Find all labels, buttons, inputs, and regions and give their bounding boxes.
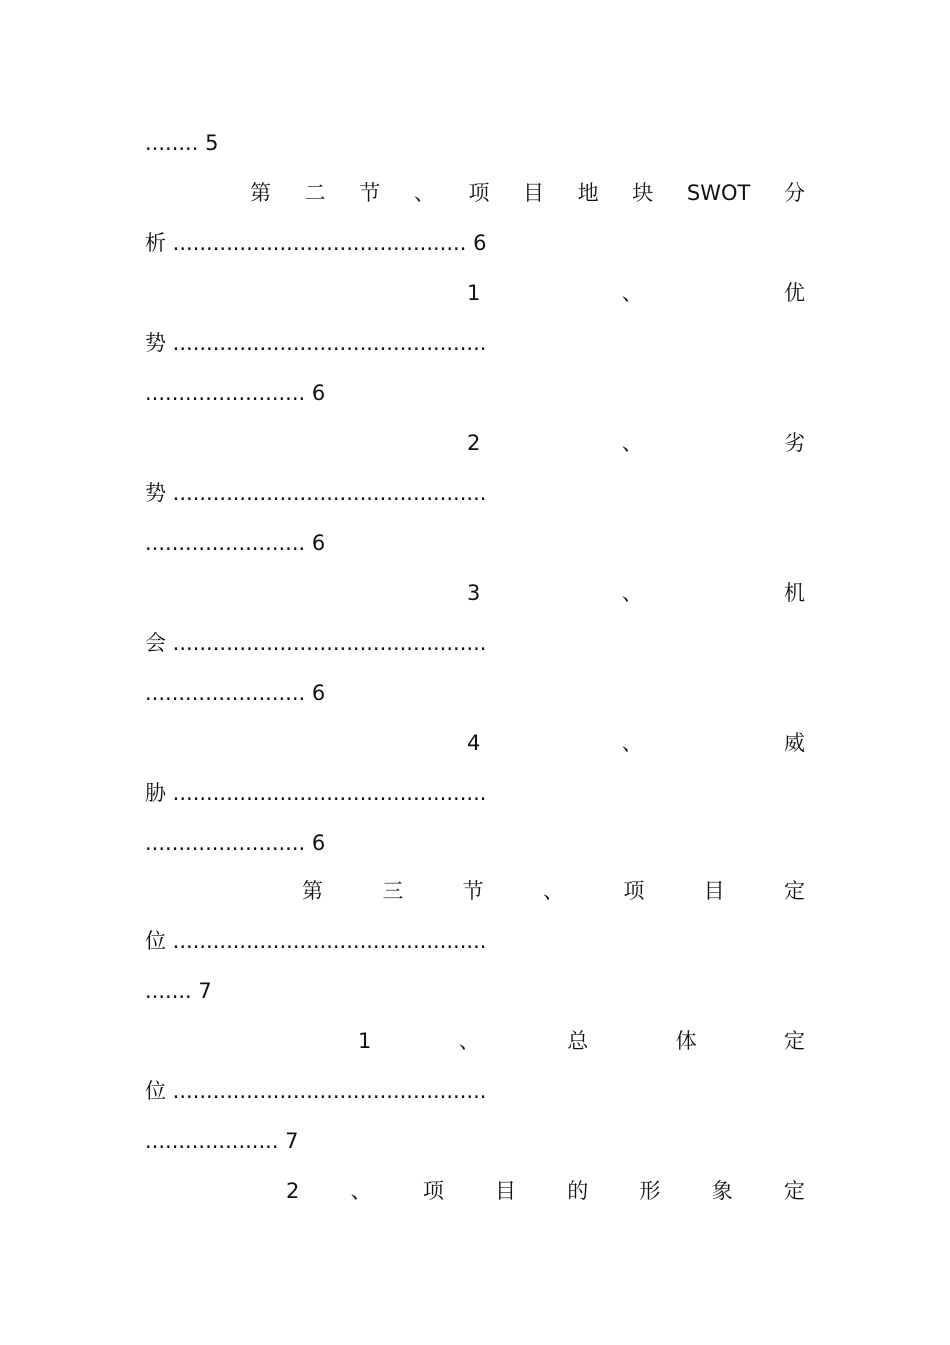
toc-char: 威 — [784, 731, 805, 755]
toc-char: 项 — [623, 879, 645, 903]
toc-char: 、 — [458, 1029, 480, 1053]
toc-char: 三 — [382, 879, 404, 903]
toc-char: 、 — [621, 281, 643, 305]
toc-subheading — [358, 1026, 805, 1056]
toc-char: 、 — [621, 431, 643, 455]
toc-section-heading — [250, 178, 805, 208]
toc-char: 项 — [422, 1179, 444, 1203]
toc-char: SWOT — [686, 181, 751, 205]
toc-char: 分 — [783, 181, 805, 205]
toc-char: 、 — [542, 879, 564, 903]
toc-subheading — [467, 428, 805, 458]
toc-char: 二 — [304, 181, 326, 205]
toc-line: 胁 ............................................... — [145, 781, 487, 805]
toc-char: 2 — [286, 1179, 300, 1203]
toc-line: ........ 5 — [145, 131, 219, 155]
toc-char: 1 — [358, 1029, 372, 1053]
toc-char: 形 — [639, 1179, 661, 1203]
toc-char: 项 — [468, 181, 490, 205]
toc-line: 位 ............................................... — [145, 929, 487, 953]
toc-char: 3 — [467, 581, 481, 605]
toc-line: 会 ............................................... — [145, 631, 487, 655]
toc-subheading — [467, 578, 805, 608]
toc-char: 、 — [621, 731, 643, 755]
toc-char: 定 — [783, 879, 805, 903]
toc-line: ........................ 6 — [145, 831, 326, 855]
toc-subheading — [467, 278, 805, 308]
toc-line: ........................ 6 — [145, 531, 326, 555]
toc-char: 、 — [621, 581, 643, 605]
toc-char: 节 — [462, 879, 484, 903]
toc-line: 势 ............................................... — [145, 481, 487, 505]
toc-char: 地 — [577, 181, 599, 205]
toc-subheading — [286, 1176, 805, 1206]
toc-char: 第 — [250, 181, 271, 205]
toc-char: 、 — [413, 181, 435, 205]
toc-line: ........................ 6 — [145, 681, 326, 705]
toc-char: 定 — [783, 1179, 805, 1203]
toc-section-heading — [302, 876, 805, 906]
toc-char: 体 — [675, 1029, 697, 1053]
toc-char: 总 — [567, 1029, 589, 1053]
toc-char: 块 — [632, 181, 654, 205]
toc-char: 目 — [495, 1179, 517, 1203]
toc-line: .................... 7 — [145, 1129, 299, 1153]
toc-char: 优 — [784, 281, 805, 305]
toc-char: 机 — [784, 581, 805, 605]
toc-line: 析 ............................................ 6 — [145, 231, 487, 255]
toc-char: 目 — [523, 181, 545, 205]
toc-line: 势 ............................................... — [145, 331, 487, 355]
toc-char: 定 — [784, 1029, 805, 1053]
toc-char: 象 — [711, 1179, 733, 1203]
toc-char: 劣 — [784, 431, 805, 455]
toc-char: 2 — [467, 431, 481, 455]
toc-subheading — [467, 728, 805, 758]
toc-line: ....... 7 — [145, 979, 212, 1003]
toc-char: 第 — [302, 879, 323, 903]
toc-line: ........................ 6 — [145, 381, 326, 405]
toc-char: 4 — [467, 731, 481, 755]
toc-char: 、 — [350, 1179, 372, 1203]
toc-char: 1 — [467, 281, 481, 305]
toc-char: 目 — [703, 879, 725, 903]
toc-char: 的 — [567, 1179, 589, 1203]
toc-line: 位 ............................................... — [145, 1079, 487, 1103]
toc-char: 节 — [359, 181, 381, 205]
